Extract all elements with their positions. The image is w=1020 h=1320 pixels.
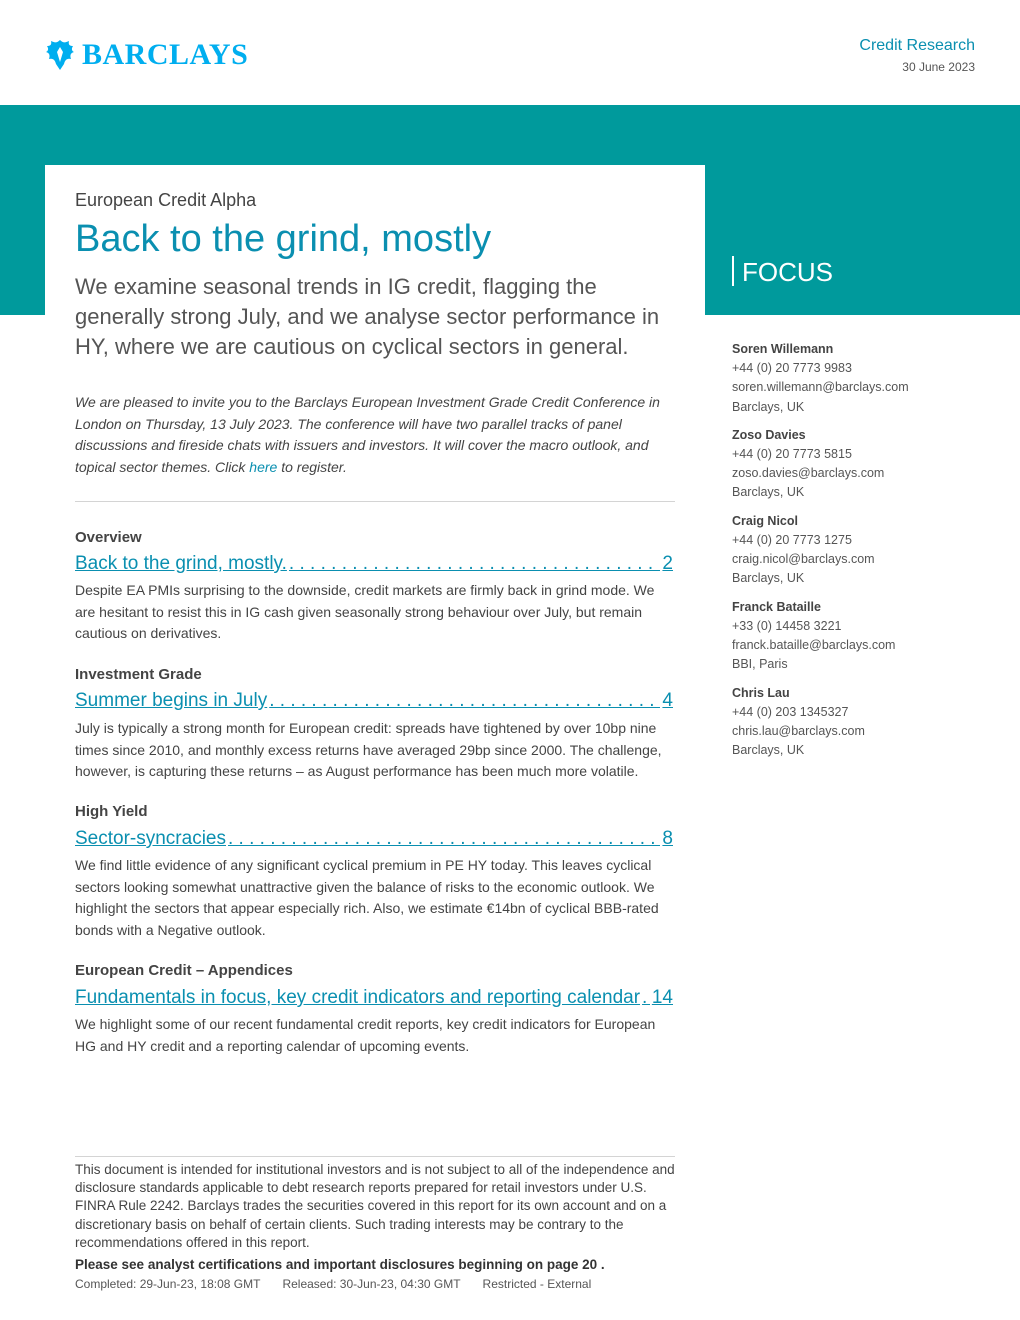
footer-divider bbox=[75, 1156, 675, 1157]
report-date: 30 June 2023 bbox=[902, 60, 975, 74]
completed-timestamp: Completed: 29-Jun-23, 18:08 GMT bbox=[75, 1277, 261, 1291]
section-label: High Yield bbox=[75, 803, 148, 820]
analyst-email[interactable]: craig.nicol@barclays.com bbox=[732, 552, 875, 567]
register-link[interactable]: here bbox=[249, 458, 278, 475]
toc-heading: Fundamentals in focus, key credit indicators and reporting calendar bbox=[75, 987, 641, 1008]
series-name: European Credit Alpha bbox=[75, 190, 257, 210]
toc-leader bbox=[228, 828, 660, 850]
analyst-name: Soren Willemann bbox=[732, 342, 834, 356]
toc-heading: Summer begins in July bbox=[75, 690, 268, 711]
report-title: Back to the grind, mostly bbox=[75, 218, 492, 260]
analyst-name: Franck Bataille bbox=[732, 599, 821, 614]
section-summary: Despite EA PMIs surprising to the downside, credit markets are firmly back in grind mode. We are hesitant to resist this in IG cash given seasonally strong behaviour over July, but remain cautious on derivatives. bbox=[75, 582, 655, 642]
analyst-email[interactable]: chris.lau@barclays.com bbox=[732, 723, 865, 738]
section-label: Investment Grade bbox=[75, 666, 202, 683]
analyst-card bbox=[732, 426, 992, 503]
analyst-phone: +33 (0) 14458 3221 bbox=[732, 618, 842, 633]
analyst-location: Barclays, UK bbox=[732, 571, 805, 586]
report-meta bbox=[859, 37, 975, 74]
analyst-email[interactable]: franck.bataille@barclays.com bbox=[732, 637, 896, 652]
invite-text: We are pleased to invite you to the Barclays European Investment Grade Credit Conference in London on Thursday, 13 July 2023. The conference will have two parallel tracks of panel discussions and fireside chats with issuers and investors. It will cover the macro outlook, and topical sector themes. Click bbox=[75, 394, 660, 475]
barclays-logo bbox=[44, 38, 248, 72]
toc-leader bbox=[642, 987, 650, 1009]
restriction-label: Restricted - External bbox=[482, 1277, 592, 1291]
toc-link-investment-grade[interactable] bbox=[75, 690, 673, 712]
analyst-location: Barclays, UK bbox=[732, 743, 805, 758]
released-timestamp: Released: 30-Jun-23, 04:30 GMT bbox=[282, 1277, 461, 1291]
analyst-card bbox=[732, 340, 992, 417]
analyst-phone: +44 (0) 203 1345327 bbox=[732, 704, 849, 719]
toc-heading: Back to the grind, mostly. bbox=[75, 553, 287, 574]
analyst-email[interactable]: soren.willemann@barclays.com bbox=[732, 380, 909, 395]
analyst-card bbox=[732, 684, 992, 761]
toc-link-appendices[interactable] bbox=[75, 987, 673, 1009]
toc-leader bbox=[289, 553, 661, 575]
disclaimer-text: This document is intended for institutional investors and is not subject to all of the independence and disclosure standards applicable to debt research reports prepared for retail investors under U.S. FINRA Rule 2242. Barclays trades the securities covered in this report for its own account and on a discretionary basis on behalf of certain clients. Such trading interests may be contrary to the recommendations offered in this report. bbox=[75, 1162, 675, 1250]
section-summary: We find little evidence of any significant cyclical premium in PE HY today. This leaves cyclical sectors looking somewhat unattractive given the balance of risks to the economic outlook. We highlight the sectors that appear especially rich. Also, we estimate €14bn of cyclical BBB-rated bonds with a Negative outlook. bbox=[75, 857, 659, 939]
invite-text-end: to register. bbox=[277, 458, 347, 475]
analyst-location: Barclays, UK bbox=[732, 485, 805, 500]
eagle-icon bbox=[44, 38, 76, 72]
divider bbox=[75, 501, 675, 502]
toc-leader bbox=[269, 690, 660, 712]
toc-link-overview[interactable] bbox=[75, 553, 673, 575]
analyst-card bbox=[732, 512, 992, 589]
analyst-phone: +44 (0) 20 7773 1275 bbox=[732, 532, 852, 547]
analyst-location: BBI, Paris bbox=[732, 657, 788, 672]
toc-link-high-yield[interactable] bbox=[75, 828, 673, 850]
release-info bbox=[75, 1277, 613, 1291]
analyst-card bbox=[732, 598, 992, 675]
toc-page: 14 bbox=[651, 987, 673, 1008]
analyst-phone: +44 (0) 20 7773 9983 bbox=[732, 361, 852, 375]
conference-invite bbox=[75, 392, 665, 478]
analyst-location: Barclays, UK bbox=[732, 399, 805, 414]
focus-text: FOCUS bbox=[742, 257, 833, 287]
toc-page: 4 bbox=[662, 690, 673, 711]
toc-page: 2 bbox=[662, 553, 673, 574]
analyst-name: Zoso Davies bbox=[732, 427, 806, 442]
analyst-name: Craig Nicol bbox=[732, 513, 798, 528]
toc-heading: Sector-syncracies bbox=[75, 828, 226, 849]
report-subtitle: We examine seasonal trends in IG credit, flagging the generally strong July, and we analyse sector performance in HY, where we are cautious on cyclical sectors in general. bbox=[75, 274, 660, 359]
analyst-phone: +44 (0) 20 7773 5815 bbox=[732, 446, 852, 461]
analyst-name: Chris Lau bbox=[732, 685, 790, 700]
section-summary: July is typically a strong month for European credit: spreads have tightened by over 10bp nine times since 2010, and monthly excess returns have averaged 29bp since 2000. The challenge, however, is capturing these returns – as August performance has been much more volatile. bbox=[75, 720, 662, 780]
department-label: Credit Research bbox=[859, 37, 975, 54]
analyst-list bbox=[732, 340, 992, 769]
analyst-email[interactable]: zoso.davies@barclays.com bbox=[732, 466, 885, 481]
section-label: European Credit – Appendices bbox=[75, 962, 293, 979]
logo-wordmark: BARCLAYS bbox=[82, 38, 249, 71]
section-summary: We highlight some of our recent fundamental credit reports, key credit indicators for European HG and HY credit and a reporting calendar of upcoming events. bbox=[75, 1016, 656, 1054]
toc-page: 8 bbox=[662, 828, 673, 849]
focus-bar bbox=[732, 256, 734, 286]
disclosures-note: Please see analyst certifications and important disclosures beginning on page 20 . bbox=[75, 1257, 605, 1272]
focus-label bbox=[732, 256, 833, 288]
section-label: Overview bbox=[75, 529, 142, 546]
